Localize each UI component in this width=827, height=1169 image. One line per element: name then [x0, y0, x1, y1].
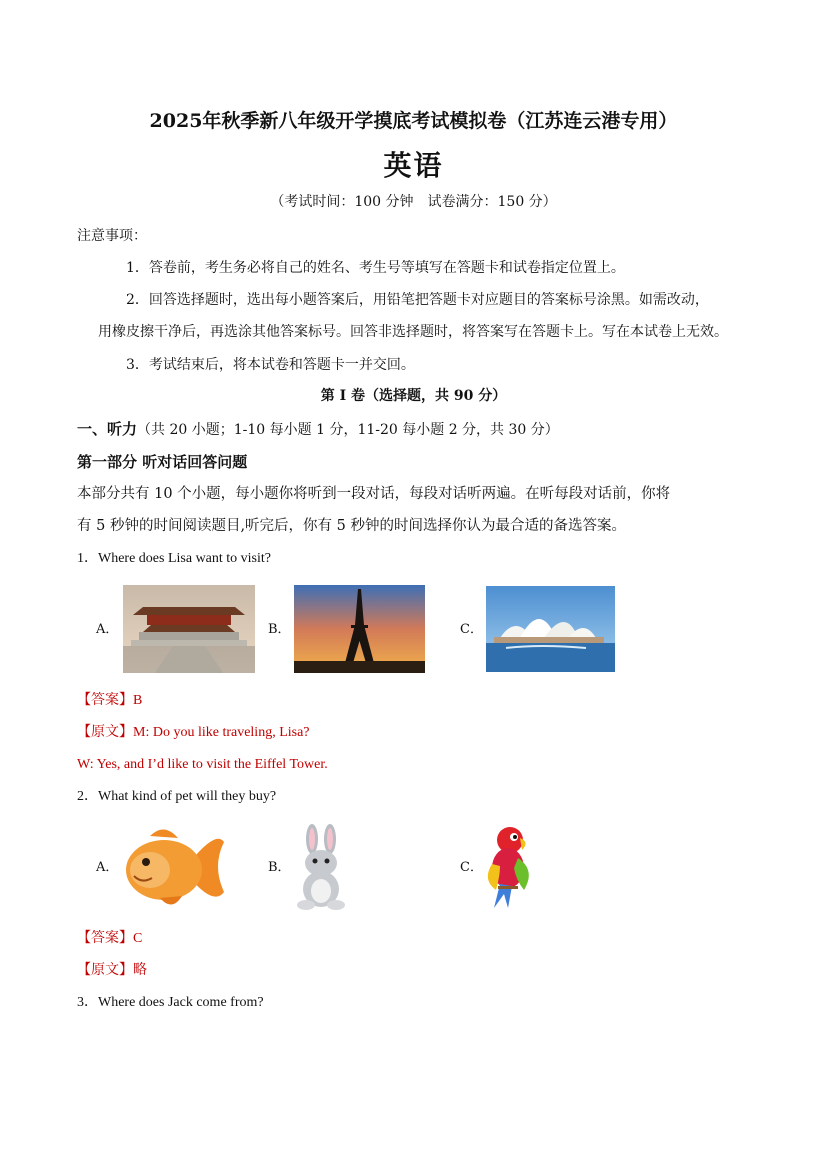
- exam-title: 2025年秋季新八年级开学摸底考试模拟卷（江苏连云港专用）: [149, 110, 678, 132]
- parrot-image: [484, 824, 536, 910]
- notice-item-2-line-1: 2．回答选择题时，选出每小题答案后，用铅笔把答题卡对应题目的答案标号涂黑。如需改动，: [126, 292, 709, 308]
- sydney-opera-house-image: [486, 586, 615, 672]
- q1-script: [77, 722, 310, 743]
- rabbit-image: [292, 823, 352, 911]
- q2-script-label: 【原文】: [77, 962, 133, 978]
- notice-item-3: 3．考试结束后，将本试卷和答题卡一并交回。: [126, 357, 415, 373]
- q2-answer-value: C: [133, 931, 143, 946]
- listening-detail: （共 20 小题；1-10 每小题 1 分，11-20 每小题 2 分，共 30 分）: [137, 422, 559, 438]
- q1-script-line-2: W: Yes, and I’d like to visit the Eiffel Tower.: [77, 757, 328, 772]
- q1-answer-label: 【答案】: [77, 692, 133, 708]
- question-1-stem: 1．Where does Lisa want to visit?: [77, 551, 272, 566]
- notice-item-2-line-2: 用橡皮擦干净后，再选涂其他答案标号。回答非选择题时，将答案写在答题卡上。写在本试卷上无效。: [98, 324, 728, 340]
- q1-option-c-label: C．: [460, 622, 483, 637]
- q2-option-a-label: A．: [96, 860, 119, 875]
- exam-time-info: （考试时间：100 分钟 试卷满分：150 分）: [270, 194, 557, 210]
- intro-line-2: 有 5 秒钟的时间阅读题目,听完后，你有 5 秒钟的时间选择你认为最合适的备选答案。: [77, 518, 626, 534]
- eiffel-tower-image: [294, 585, 425, 673]
- q1-option-a-label: A．: [96, 622, 119, 637]
- subject-title: 英语: [383, 149, 444, 182]
- q2-answer-label: 【答案】: [77, 930, 133, 946]
- part-one-title: 第 I 卷（选择题，共 90 分）: [320, 388, 507, 404]
- q2-script-line-1: 略: [133, 962, 147, 978]
- intro-line-1: 本部分共有 10 个小题，每小题你将听到一段对话，每段对话听两遍。在听每段对话前，你将: [77, 486, 671, 502]
- q2-script: [77, 960, 147, 980]
- q2-option-b-label: B．: [268, 860, 291, 875]
- q1-answer-value: B: [133, 693, 143, 708]
- forbidden-city-image: [123, 585, 255, 673]
- q1-answer: [77, 690, 142, 711]
- question-3-stem: 3．Where does Jack come from?: [77, 995, 264, 1010]
- notice-heading: 注意事项：: [77, 228, 147, 244]
- q1-script-label: 【原文】: [77, 724, 133, 740]
- goldfish-image: [120, 822, 226, 914]
- question-2-stem: 2．What kind of pet will they buy?: [77, 789, 277, 804]
- q1-option-b-label: B．: [268, 622, 291, 637]
- sub-section-heading: 第一部分 听对话回答问题: [77, 453, 248, 471]
- q2-option-c-label: C．: [460, 860, 483, 875]
- q2-answer: [77, 928, 142, 949]
- listening-section-header: [77, 419, 559, 440]
- listening-heading: 一、听力: [77, 420, 138, 438]
- notice-item-1: 1．答卷前，考生务必将自己的姓名、考生号等填写在答题卡和试卷指定位置上。: [126, 260, 625, 276]
- q1-script-line-1: M: Do you like traveling, Lisa?: [133, 725, 310, 740]
